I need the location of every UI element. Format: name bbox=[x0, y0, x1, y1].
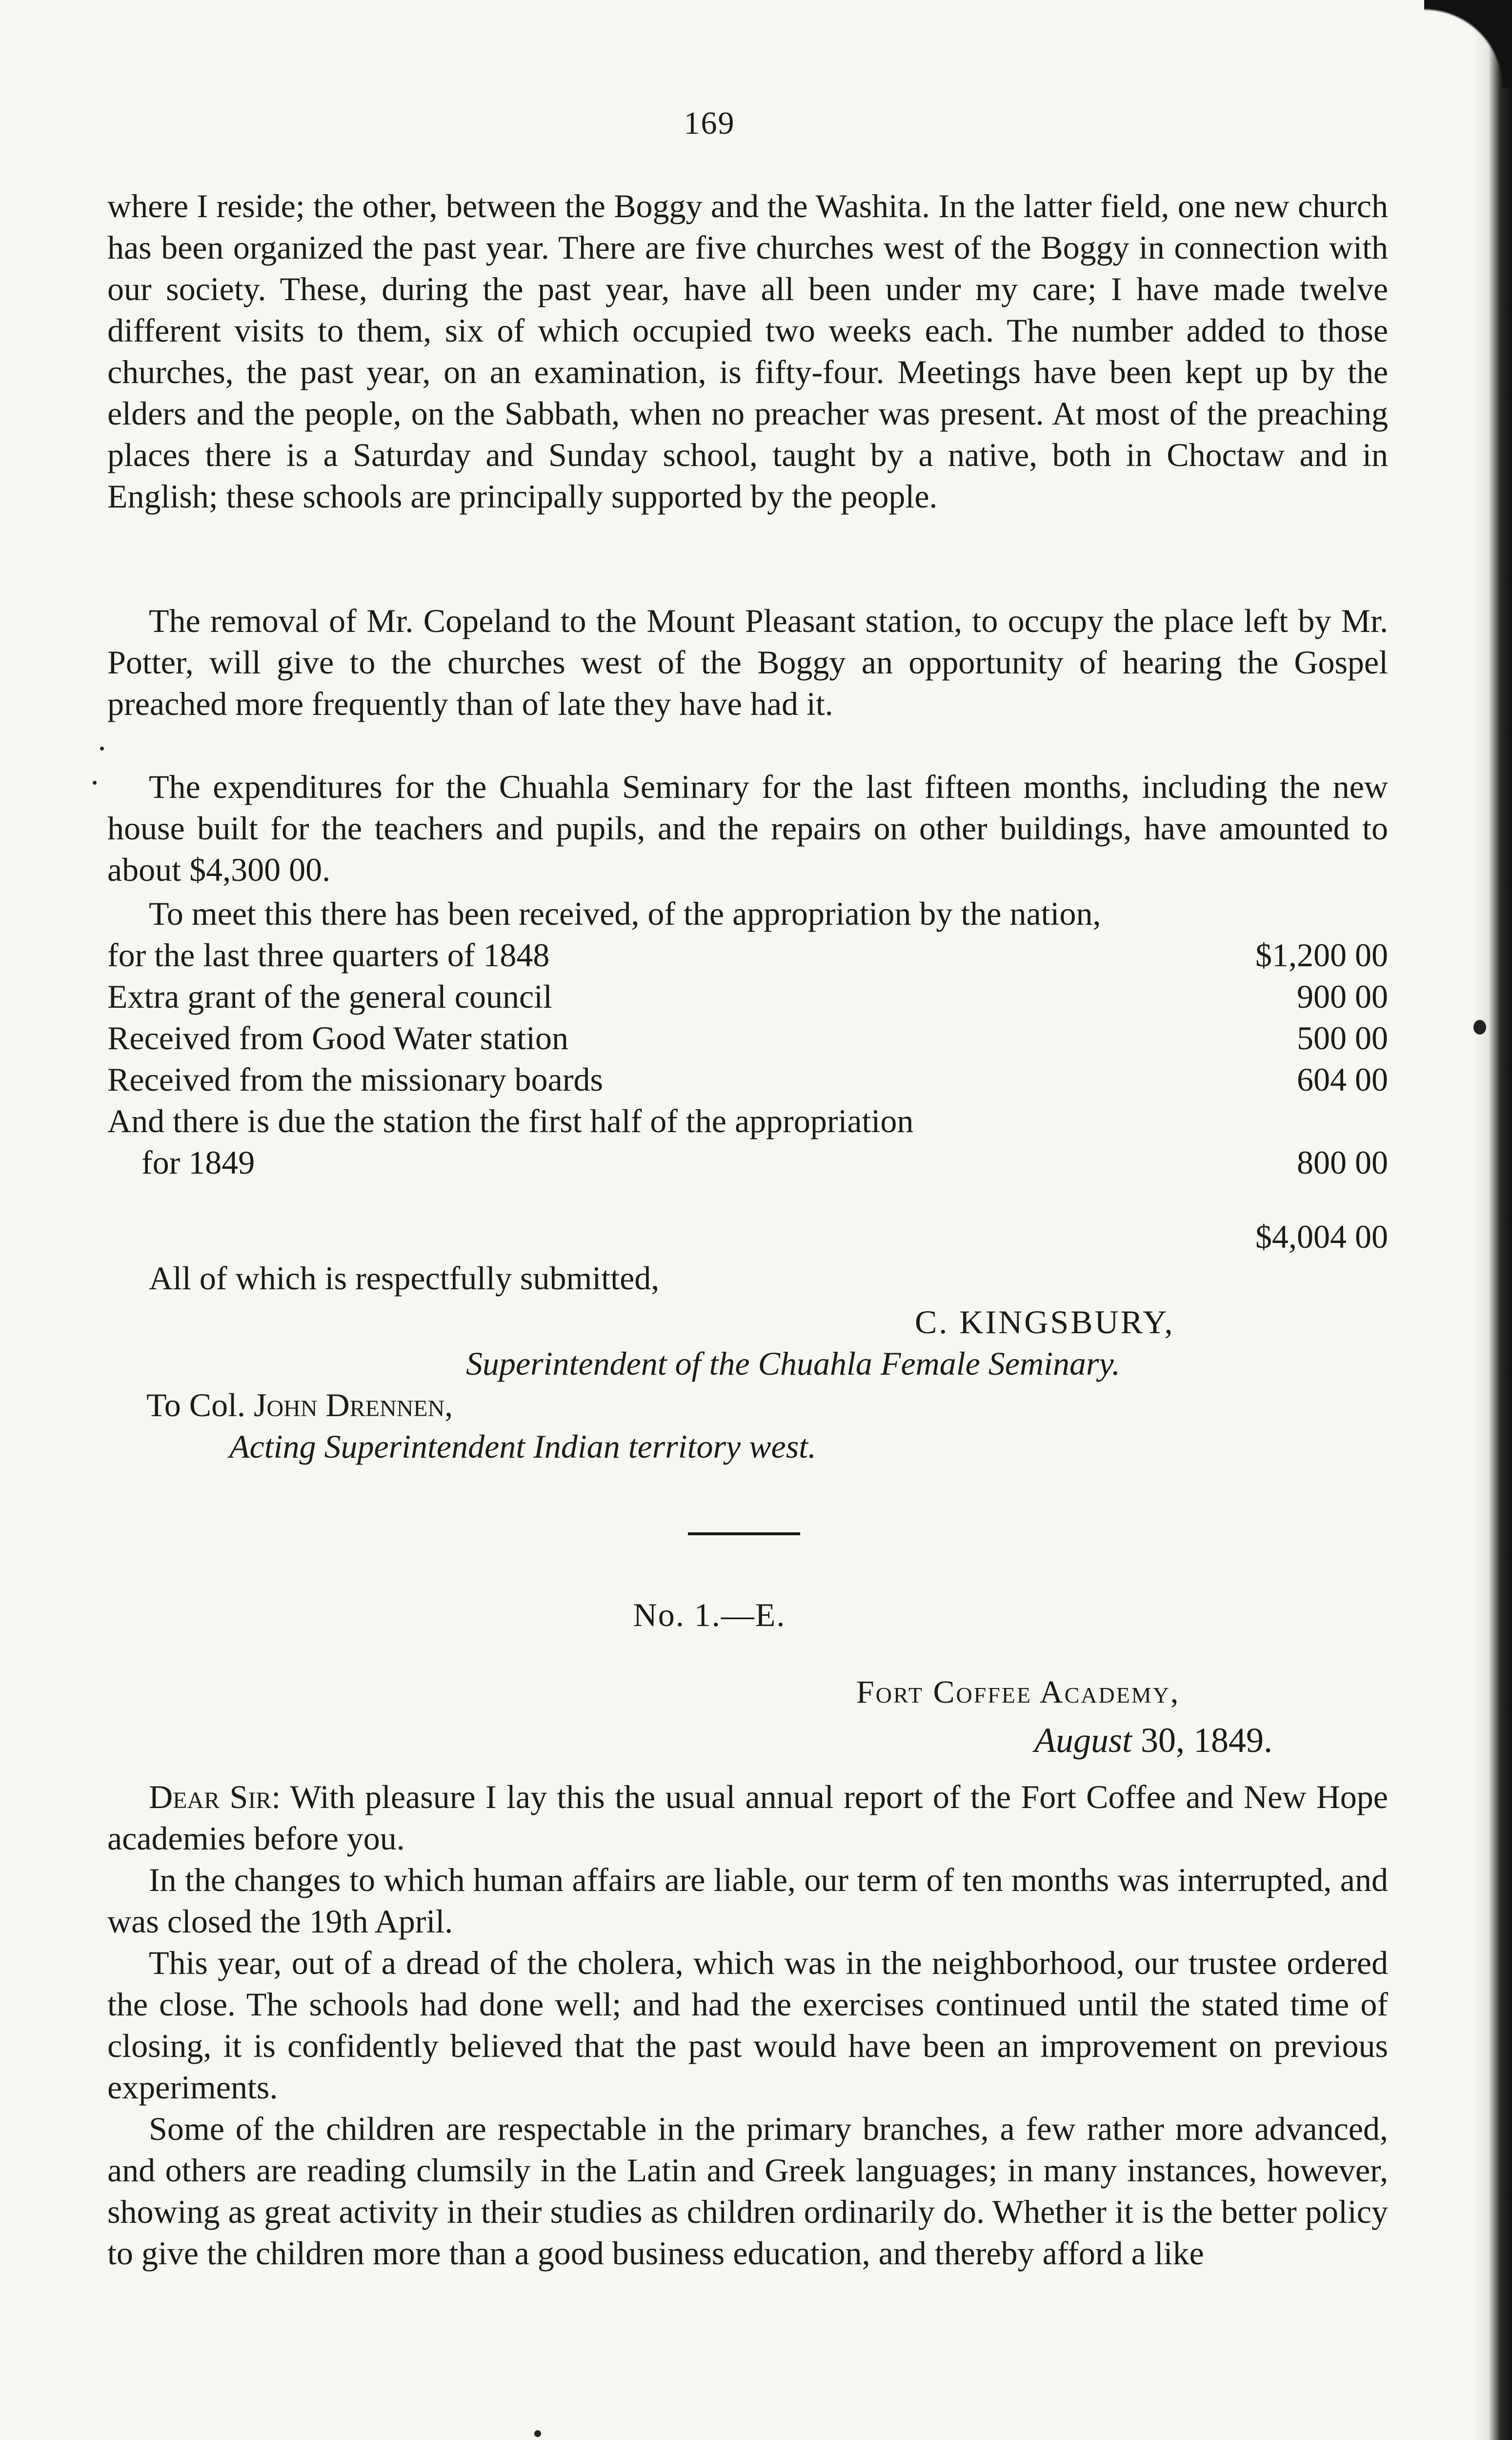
ledger-amount: 900 00 bbox=[1297, 978, 1388, 1015]
document-number: No. 1.—E. bbox=[633, 1596, 786, 1633]
paragraph: To meet this there has been received, of the appropriation by the nation, bbox=[149, 895, 1101, 932]
letter-date bbox=[1034, 1720, 1272, 1761]
signature-title: Superintendent of the Chuahla Female Seminary. bbox=[466, 1345, 1120, 1382]
ledger-row bbox=[107, 976, 1388, 1017]
addressee-prefix: To Col. bbox=[146, 1386, 246, 1423]
paragraph-text: With pleasure I lay this the usual annual report of the Fort Coffee and New Hope academies before you. bbox=[107, 1778, 1388, 1857]
ledger-label: And there is due the station the first half of the appropriation bbox=[107, 1102, 914, 1139]
ledger-row bbox=[107, 935, 1388, 976]
paragraph: The expenditures for the Chuahla Seminary for the last fifteen months, including the new house built for the teachers and pupils, and the repairs on other buildings, have amounted to about $4,300 00. bbox=[107, 768, 1388, 888]
date-rest: 30, 1849. bbox=[1141, 1721, 1273, 1760]
letter-place: Fort Coffee Academy, bbox=[856, 1674, 1180, 1710]
addressee bbox=[146, 1386, 453, 1424]
signature: C. KINGSBURY, bbox=[915, 1303, 1175, 1341]
ledger-row bbox=[107, 1142, 1388, 1183]
ink-speck bbox=[1473, 1020, 1486, 1035]
ledger-row bbox=[107, 1017, 1388, 1059]
ledger-label: for the last three quarters of 1848 bbox=[107, 936, 550, 974]
ink-speck bbox=[534, 2430, 541, 2437]
report-body-top bbox=[107, 185, 1388, 517]
paragraph: The removal of Mr. Copeland to the Mount Pleasant station, to occupy the place left by Mr. Potter, will give to the churches west of the Boggy an opportunity of hearing the Gospel preached more frequently than of late they have had it. bbox=[107, 602, 1388, 722]
salutation: Dear Sir: bbox=[149, 1778, 281, 1815]
paragraph: In the changes to which human affairs are liable, our term of ten months was interrupted, and was closed the 19th April. bbox=[107, 1861, 1388, 1940]
ledger-row bbox=[107, 1059, 1388, 1100]
ink-speck bbox=[93, 781, 97, 785]
ledger-amount: 604 00 bbox=[1297, 1061, 1388, 1098]
ledger-amount: 500 00 bbox=[1297, 1019, 1388, 1057]
ledger-label: Received from the missionary boards bbox=[107, 1061, 603, 1098]
closing-line: All of which is respectfully submitted, bbox=[149, 1260, 660, 1297]
paragraph bbox=[107, 1776, 1388, 1859]
ledger-label: Extra grant of the general council bbox=[107, 978, 552, 1015]
page-corner bbox=[1424, 0, 1512, 88]
date-month: August bbox=[1034, 1721, 1132, 1760]
receipts-ledger bbox=[107, 935, 1388, 1183]
ledger-label: Received from Good Water station bbox=[107, 1019, 568, 1057]
addressee-title: Acting Superintendent Indian territory west. bbox=[229, 1428, 817, 1465]
page-number: 169 bbox=[684, 105, 735, 141]
ledger-amount: 800 00 bbox=[1297, 1144, 1388, 1181]
ledger-label: for 1849 bbox=[141, 1144, 255, 1181]
paragraph: Some of the children are respectable in the primary branches, a few rather more advanced, and others are reading clumsily in the Latin and Greek languages; in many instances, however, showing as great activity in their studies as children ordinarily do. Whether it is the better policy to give the children more than a good business education, and thereby afford a like bbox=[107, 2110, 1388, 2272]
paragraph: This year, out of a dread of the cholera, which was in the neighborhood, our trustee ordered the close. The schools had done well; and had the exercises continued until the stated time of closing, it is confidently believed that the past would have been an improvement on previous experiments. bbox=[107, 1944, 1388, 2106]
ink-speck bbox=[100, 747, 104, 751]
report-body-expenditures bbox=[107, 766, 1388, 891]
ledger-row bbox=[107, 1100, 1388, 1142]
page-edge bbox=[1473, 0, 1512, 2440]
report-body-copeland bbox=[107, 600, 1388, 725]
paragraph: where I reside; the other, between the Boggy and the Washita. In the latter field, one new church has been organized the past year. There are five churches west of the Boggy in connection with our society. These, during the past year, have all been under my care; I have made twelve different visits to them, six of which occupied two weeks each. The number added to those churches, the past year, on an examination, is fifty-four. Meetings have been kept up by the elders and the people, on the Sabbath, when no preacher was present. At most of the preaching places there is a Saturday and Sunday school, taught by a native, both in Choctaw and in English; these schools are principally supported by the people. bbox=[107, 187, 1388, 515]
addressee-name: John Drennen, bbox=[254, 1386, 453, 1423]
ledger-amount: $1,200 00 bbox=[1255, 936, 1388, 974]
section-divider bbox=[688, 1532, 800, 1535]
ledger-total: $4,004 00 bbox=[1255, 1218, 1388, 1255]
report-body-receipts bbox=[107, 893, 1388, 935]
letter-body bbox=[107, 1776, 1388, 2274]
